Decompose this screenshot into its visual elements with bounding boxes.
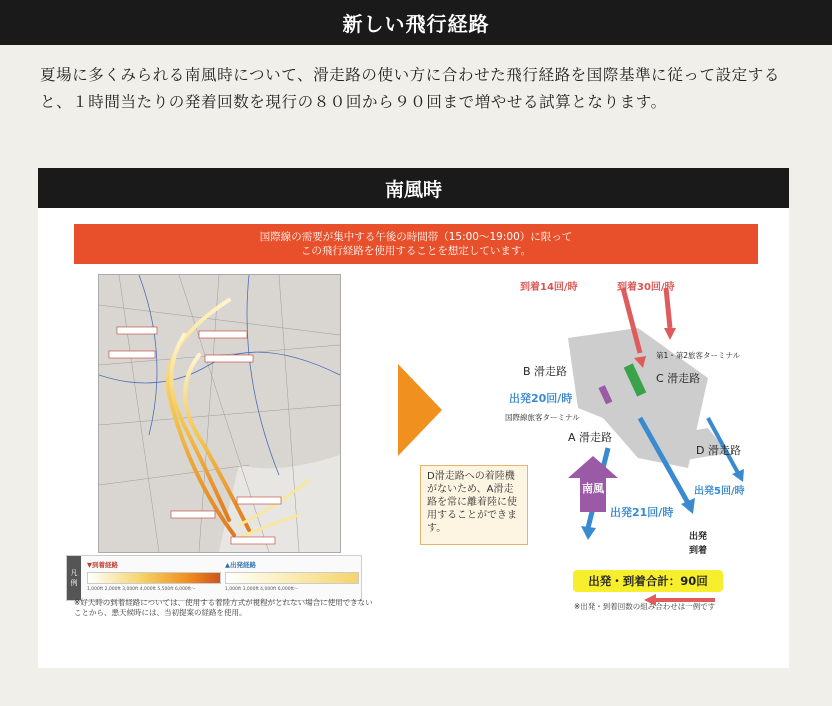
- route-map: [98, 274, 341, 553]
- legend-departure-ticks: 1,000ft 3,000ft 4,000ft 6,000ft〜: [225, 587, 299, 592]
- legend-departure-title: ▲出発経路: [225, 561, 256, 569]
- wind-label: 南風: [582, 482, 604, 495]
- departure-5-label: 出発5回/時: [694, 486, 745, 497]
- runway-d-label: D 滑走路: [696, 444, 741, 457]
- map-legend: [66, 555, 362, 601]
- legend-arrival-bar: [87, 572, 221, 584]
- legend-arrival-label: 到着: [689, 546, 708, 556]
- legend-arrival-ticks: 1,000ft 2,000ft 3,000ft 4,000ft 5,500ft 6,000ft〜: [87, 587, 196, 592]
- page-title: 新しい飛行経路: [0, 0, 832, 45]
- arrival-30-label: 到着30回/時: [617, 282, 675, 293]
- legend-departure: [225, 560, 359, 594]
- terminal-1-2-label: 第1・第2旅客ターミナル: [656, 351, 741, 360]
- total-footnote: ※出発・到着回数の組み合わせは一例です: [574, 602, 716, 611]
- runway-a-label: A 滑走路: [568, 431, 613, 444]
- map-footnote: ※好天時の到着経路については、使用する着陸方式が視程がとれない場合に使用できないことから、悪天候時には、当初提案の経路を使用。: [74, 598, 373, 617]
- legend-side-2: 例: [70, 579, 78, 587]
- total-operations: 出発・到着合計：90回: [573, 570, 723, 592]
- legend-arrival: [87, 560, 221, 594]
- legend-side: [67, 556, 81, 600]
- route-map-graphic: [99, 275, 340, 552]
- legend-arrival-title: ▼到着経路: [87, 561, 118, 569]
- runway-b-label: B 滑走路: [523, 365, 568, 378]
- legend-departure-bar: [225, 572, 359, 584]
- runway-c-label: C 滑走路: [656, 372, 701, 385]
- banner-line-1: 国際線の需要が集中する午後の時間帯（15:00～19:00）に限って: [259, 231, 573, 243]
- section-title: 南風時: [38, 168, 789, 208]
- banner-line-2: この飛行経路を使用することを想定しています。: [300, 245, 532, 257]
- international-terminal-label: 国際線旅客ターミナル: [505, 413, 580, 422]
- departure-20-label: 出発20回/時: [509, 392, 573, 405]
- legend-side-1: 凡: [70, 569, 78, 577]
- departure-21-label: 出発21回/時: [610, 506, 674, 519]
- intro-text: 夏場に多くみられる南風時について、滑走路の使い方に合わせた飛行経路を国際基準に従って設定すると、１時間当たりの発着回数を現行の８０回から９０回まで増やせる試算となります。: [40, 66, 780, 111]
- runway-note: D滑走路への着陸機がないため、A滑走路を常に離着陸に使用することができます。: [420, 465, 528, 545]
- legend-departure-label: 出発: [689, 532, 708, 542]
- figure-panel: [38, 208, 789, 668]
- arrival-14-label: 到着14回/時: [520, 282, 578, 293]
- time-banner: [74, 224, 758, 264]
